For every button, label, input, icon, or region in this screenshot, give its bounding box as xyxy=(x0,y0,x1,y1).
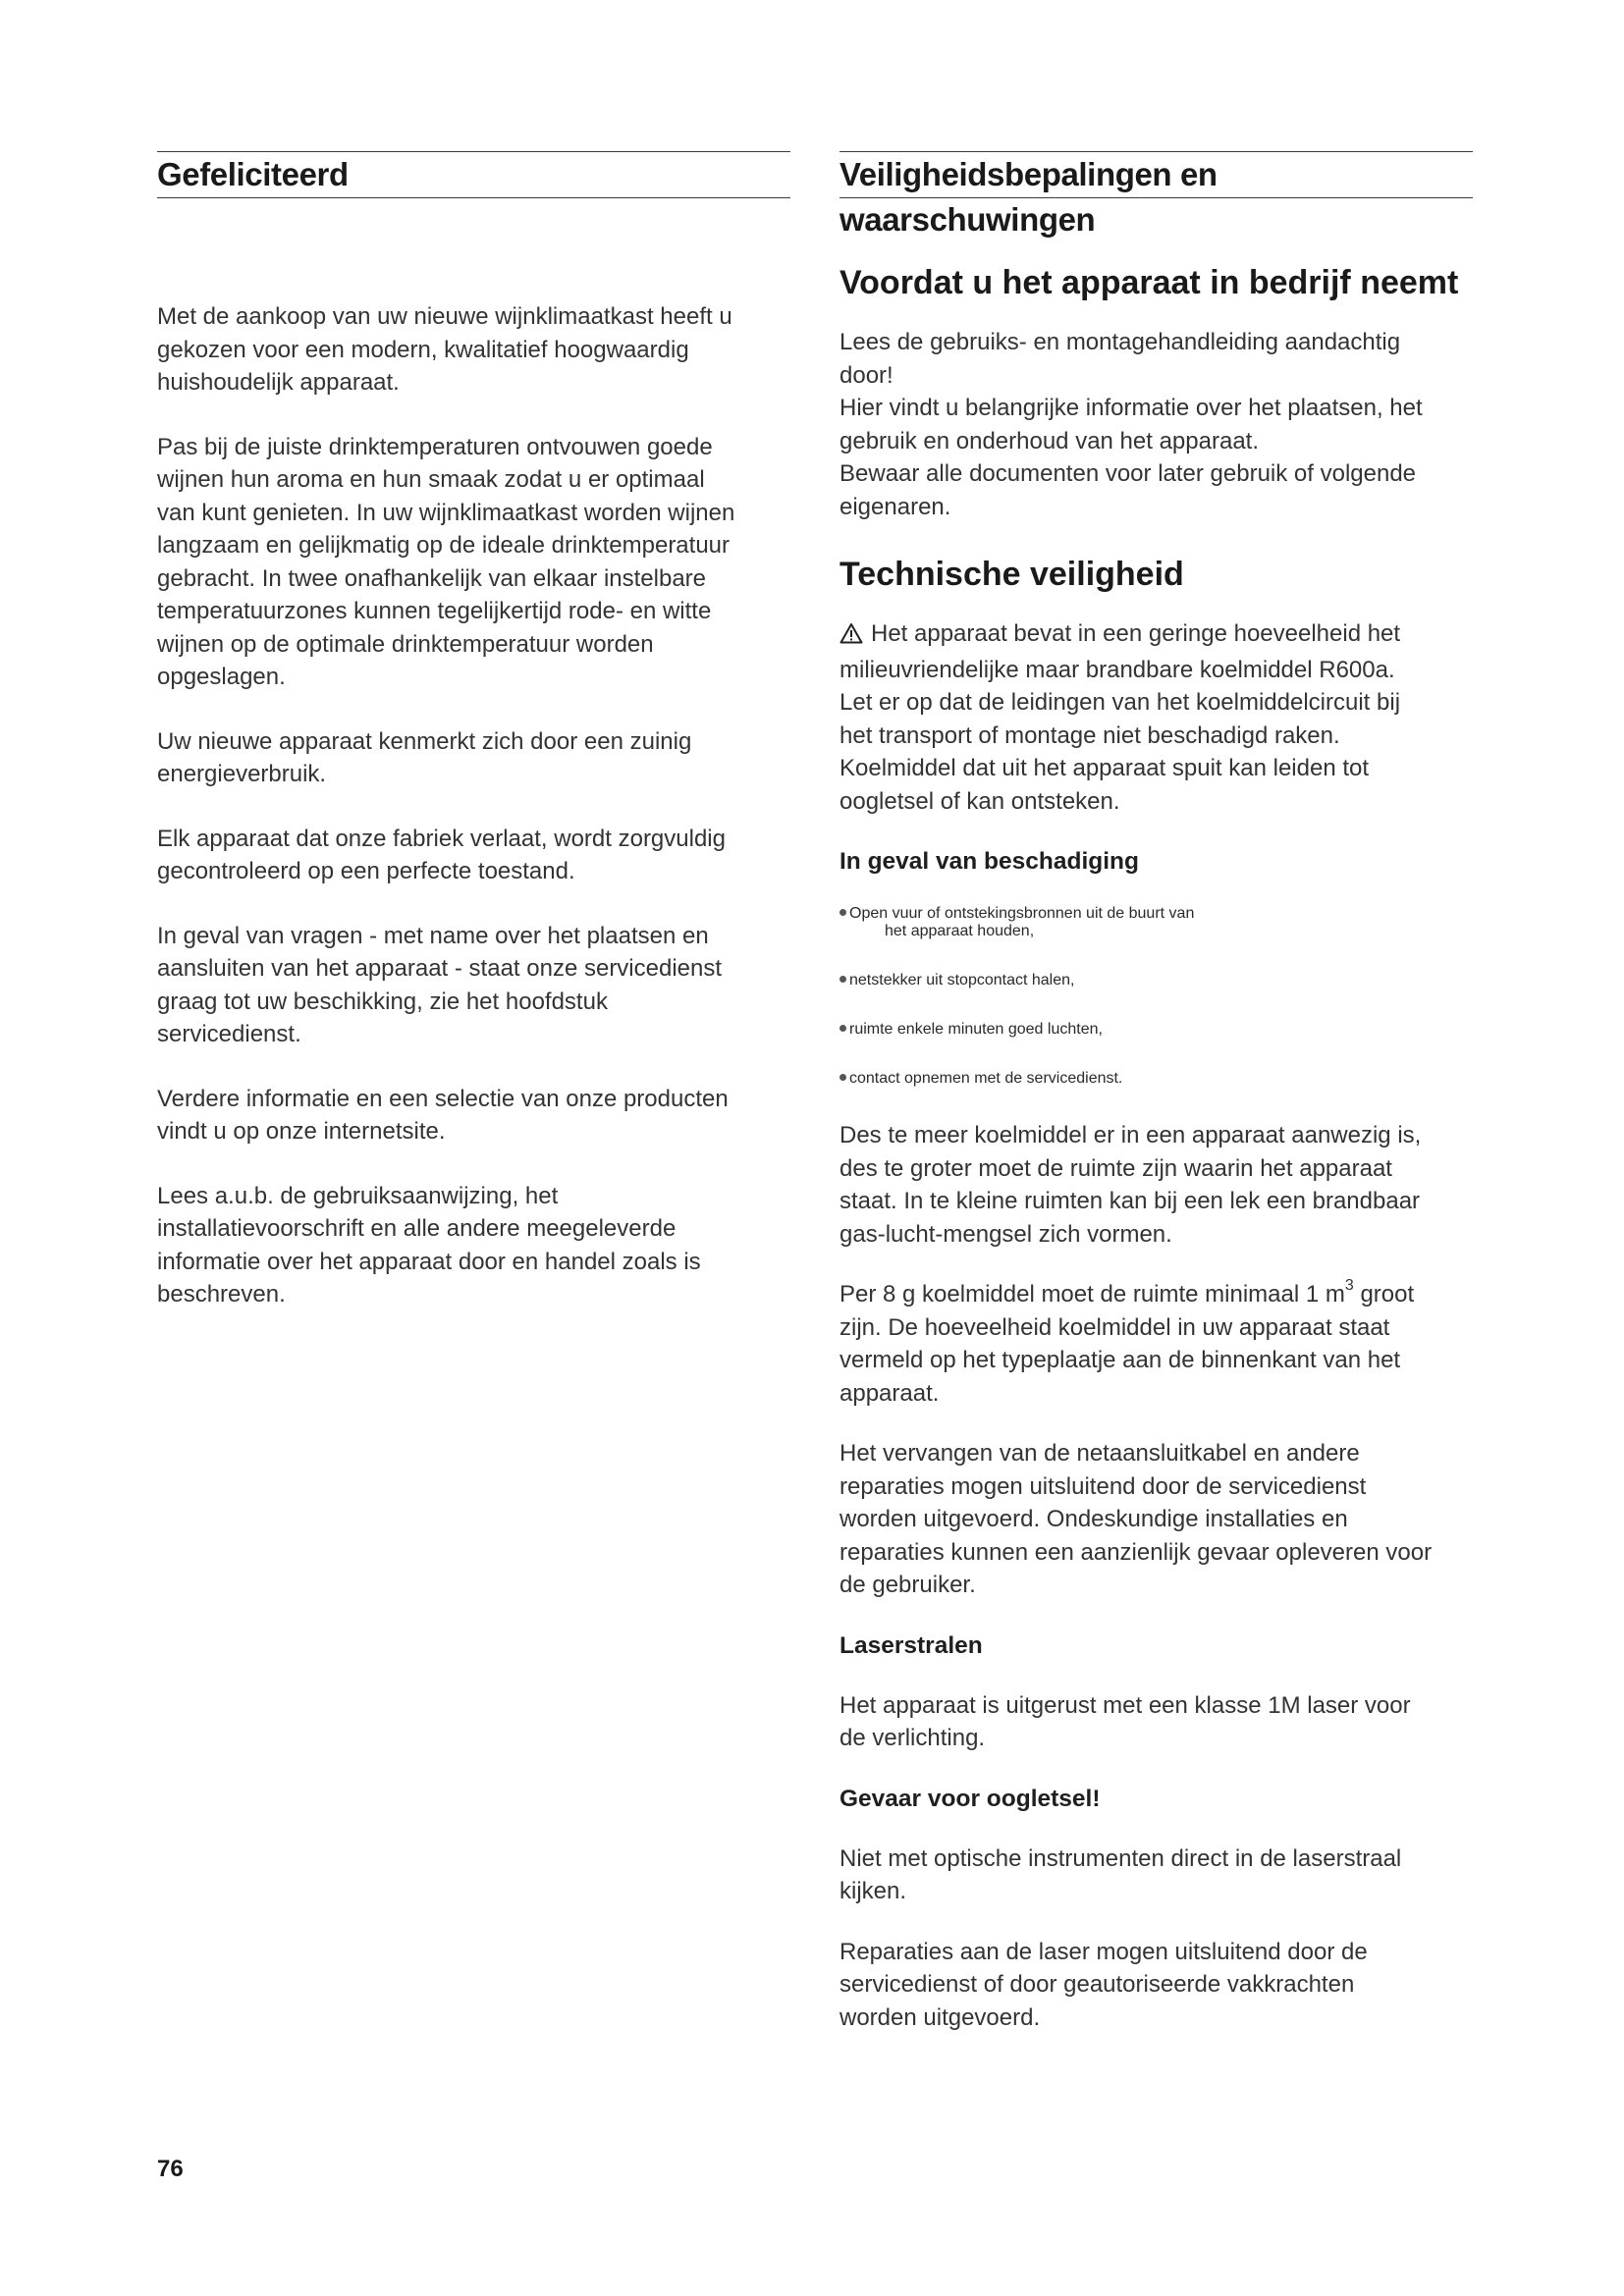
paragraph-purchase: Met de aankoop van uw nieuwe wijnklimaatkast heeft u gekozen voor een modern, kwalitatief hoogwaardig huishoudelijk apparaat. xyxy=(157,303,732,396)
bullet-icon xyxy=(839,976,846,983)
section-heading-safety: Veiligheidsbepalingen en waarschuwingen xyxy=(839,151,1473,198)
paragraph-internet: Verdere informatie en een selectie van onze producten vindt u op onze internetsite. xyxy=(157,1085,729,1145)
bullet-icon xyxy=(839,1074,846,1081)
page-number: 76 xyxy=(157,2156,184,2182)
paragraph-room-size: Des te meer koelmiddel er in een apparaat aanwezig is, des te groter moet de ruimte zijn waarin het apparaat staat. In te kleine ruimten kan bij een lek een brandbaar gas-lucht-mengsel zich vormen. xyxy=(839,1122,1422,1248)
paragraph-energy: Uw nieuwe apparaat kenmerkt zich door een zuinig energieverbruik. xyxy=(157,727,692,787)
paragraph-per-8g: Per 8 g koelmiddel moet de ruimte minimaal 1 $m^3$ groot zijn. De hoeveelheid koelmiddel in uw apparaat staat vermeld op het typeplaatje aan de binnenkant van het apparaat. xyxy=(839,1277,1415,1407)
paragraph-laser-class: Het apparaat is uitgerust met een klasse 1M laser voor de verlichting. xyxy=(839,1691,1411,1751)
section-heading-congratulations: Gefeliciteerd xyxy=(157,151,790,198)
paragraph-read-instructions: Lees de gebruiks- en montagehandleiding aandachtig door! Hier vindt u belangrijke informatie over het plaatsen, het gebruik en onderhoud van het apparaat. Bewaar alle documenten voor later gebruik of volgende eigenaren. xyxy=(839,329,1423,520)
warning-triangle-icon xyxy=(839,620,863,654)
list-item: contact opnemen met de servicedienst. xyxy=(839,1070,1473,1088)
heading-laser: Laserstralen xyxy=(839,1631,983,1659)
list-item: Open vuur of ontstekingsbronnen uit de buurt van het apparaat houden, xyxy=(839,905,1473,940)
bullet-icon xyxy=(839,909,846,916)
intro-text xyxy=(157,300,790,1311)
paragraph-temperatures: Pas bij de juiste drinktemperaturen ontvouwen goede wijnen hun aroma en hun smaak zodat u er optimaal van kunt genieten. In uw wijnklimaatkast worden wijnen langzaam en gelijkmatig op de ideale drinktemperatuur gebracht. In twee onafhankelijk van elkaar instelbare temperatuurzones kunnen tegelijkertijd rode- en witte wijnen op de optimale drinktemperatuur worden opgeslagen. xyxy=(157,433,735,690)
paragraph-questions: In geval van vragen - met name over het plaatsen en aansluiten van het apparaat - staat onze servicedienst graag tot uw beschikking, zie het hoofdstuk servicedienst. xyxy=(157,922,723,1047)
list-item: netstekker uit stopcontact halen, xyxy=(839,972,1473,989)
subheading-before-use: Voordat u het apparaat in bedrijf neemt xyxy=(839,264,1459,301)
left-column xyxy=(157,151,790,1343)
paragraph-replacement: Het vervangen van de netaansluitkabel en andere reparaties mogen uitsluitend door de servicedienst worden uitgevoerd. Ondeskundige installaties en reparaties kunnen een aanzienlijk gevaar opleveren voor de gebruiker. xyxy=(839,1440,1433,1598)
paragraph-refrigerant xyxy=(839,617,1473,818)
paragraph-optical: Niet met optische instrumenten direct in de laserstraal kijken. xyxy=(839,1844,1402,1904)
subheading-technical-safety: Technische veiligheid xyxy=(839,556,1184,593)
right-column xyxy=(839,151,1473,2061)
list-item: ruimte enkele minuten goed luchten, xyxy=(839,1021,1473,1039)
paragraph-read-manual: Lees a.u.b. de gebruiksaanwijzing, het installatievoorschrift en alle andere meegeleverde informatie over het apparaat door en handel zoals is beschreven. xyxy=(157,1182,701,1308)
heading-eye-danger: Gevaar voor oogletsel! xyxy=(839,1785,1101,1812)
bullet-icon xyxy=(839,1025,846,1032)
paragraph-laser-repair: Reparaties aan de laser mogen uitsluitend door de servicedienst of door geautoriseerde vakkrachten worden uitgevoerd. xyxy=(839,1938,1368,2031)
paragraph-factory-check: Elk apparaat dat onze fabriek verlaat, wordt zorgvuldig gecontroleerd op een perfecte toestand. xyxy=(157,825,726,884)
heading-in-case-of-damage: In geval van beschadiging xyxy=(839,848,1139,875)
refrigerant-text: Het apparaat bevat in een geringe hoeveelheid het milieuvriendelijke maar brandbare koelmiddel R600a. Let er op dat de leidingen van het koelmiddelcircuit bij het transport of montage niet beschadigd raken. Koelmiddel dat uit het apparaat spuit kan leiden tot oogletsel of kan ontsteken. xyxy=(839,620,1401,815)
